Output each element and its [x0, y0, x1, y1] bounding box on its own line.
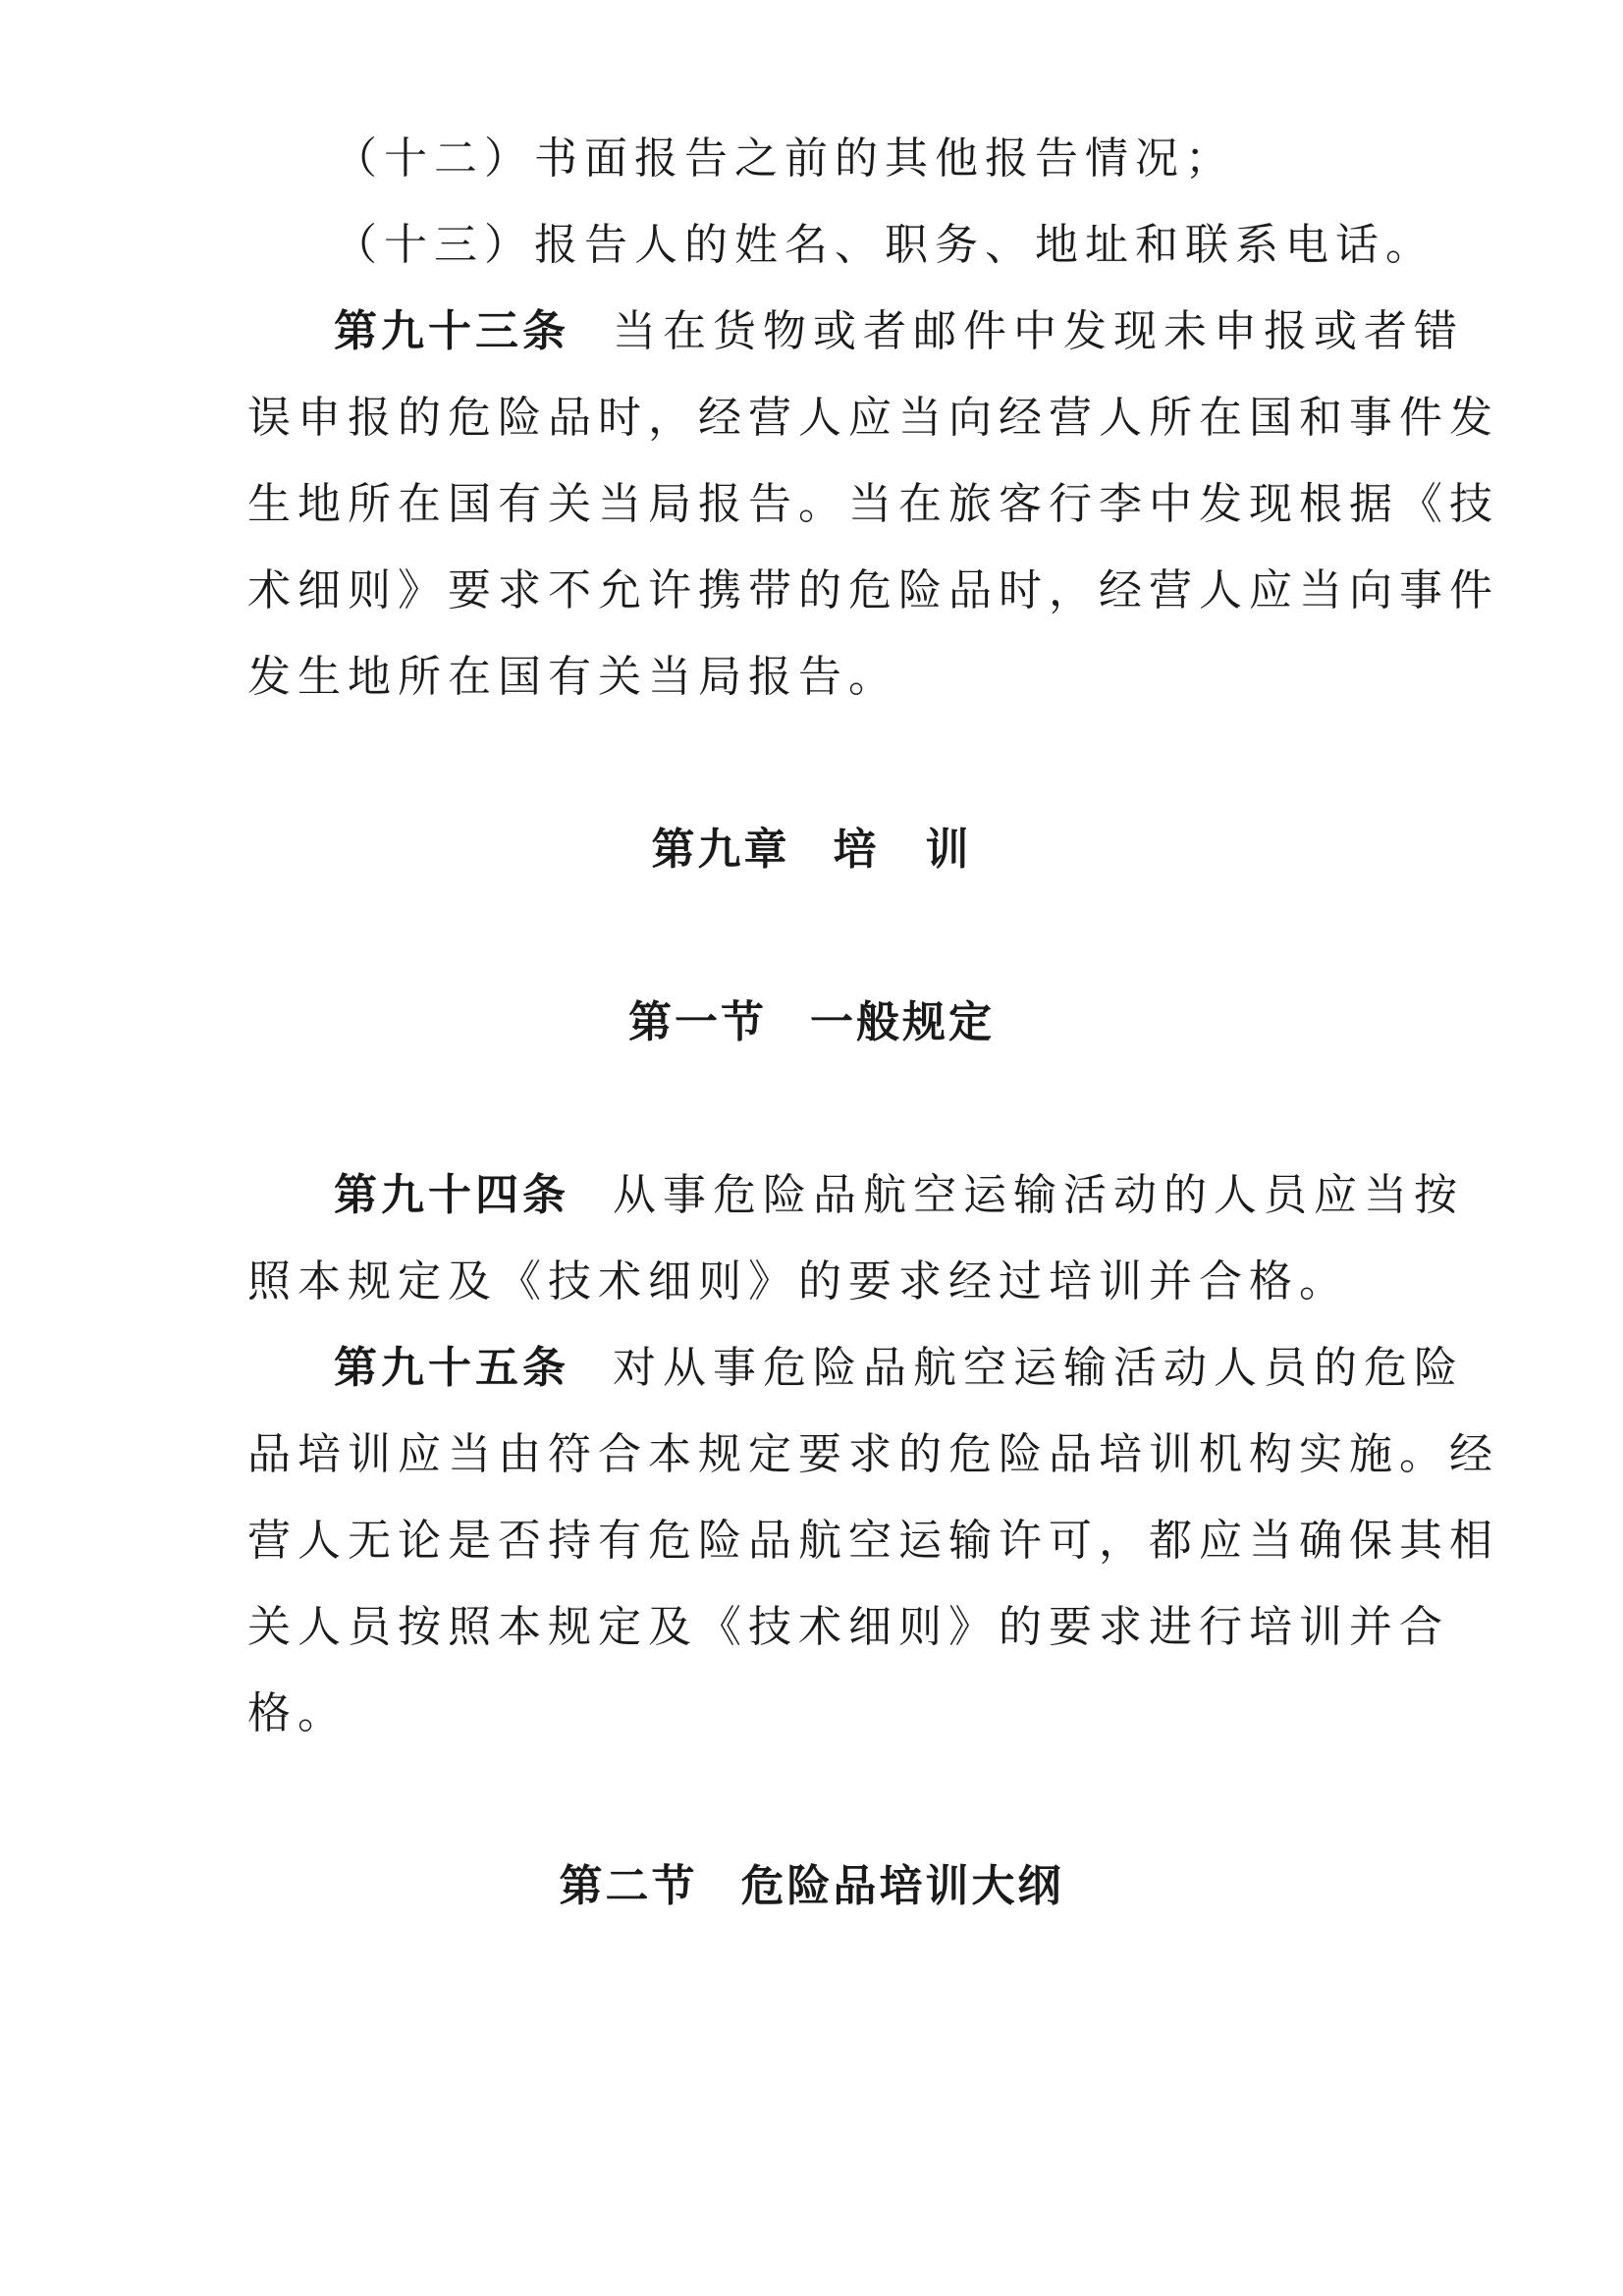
- article-93-line: 误申报的危险品时，经营人应当向经营人所在国和事件发: [247, 393, 1499, 443]
- section-1-heading: [0, 980, 1623, 1066]
- chapter-number: 第九章: [651, 825, 790, 875]
- list-item-12: （十二）书面报告之前的其他报告情况；: [334, 133, 1235, 184]
- article-94-title: 第九十四条: [334, 1170, 569, 1220]
- chapter-heading: [0, 807, 1623, 893]
- article-94-first-line: [334, 1152, 1464, 1239]
- section-2-number: 第二节: [559, 1861, 698, 1911]
- article-95-text: 对从事危险品航空运输活动人员的危险: [613, 1343, 1464, 1393]
- chapter-title: 培 训: [833, 825, 972, 875]
- article-93-title: 第九十三条: [334, 306, 569, 356]
- section-2-title: 危险品培训大纲: [740, 1861, 1064, 1911]
- article-93-line: 发生地所在国有关当局报告。: [247, 652, 898, 702]
- article-95-line: 关人员按照本规定及《技术细则》的要求进行培训并合: [247, 1602, 1449, 1652]
- section-1-title: 一般规定: [810, 997, 995, 1047]
- list-item-13: （十三）报告人的姓名、职务、地址和联系电话。: [334, 220, 1435, 270]
- article-95-title: 第九十五条: [334, 1343, 569, 1393]
- article-93-text: 当在货物或者邮件中发现未申报或者错: [613, 306, 1464, 356]
- section-1-number: 第一节: [628, 997, 767, 1047]
- article-95-first-line: [334, 1325, 1464, 1412]
- article-94-text: 从事危险品航空运输活动的人员应当按: [613, 1170, 1464, 1220]
- article-93-first-line: [334, 289, 1464, 375]
- article-94-line: 照本规定及《技术细则》的要求经过培训并合格。: [247, 1256, 1349, 1307]
- article-93-line: 术细则》要求不允许携带的危险品时，经营人应当向事件: [247, 565, 1499, 615]
- article-95-line: 营人无论是否持有危险品航空运输许可，都应当确保其相: [247, 1516, 1499, 1566]
- article-95-line: 格。: [247, 1688, 348, 1738]
- section-2-heading: [0, 1843, 1623, 1930]
- article-93-line: 生地所在国有关当局报告。当在旅客行李中发现根据《技: [247, 479, 1499, 529]
- article-95-line: 品培训应当由符合本规定要求的危险品培训机构实施。经: [247, 1429, 1499, 1479]
